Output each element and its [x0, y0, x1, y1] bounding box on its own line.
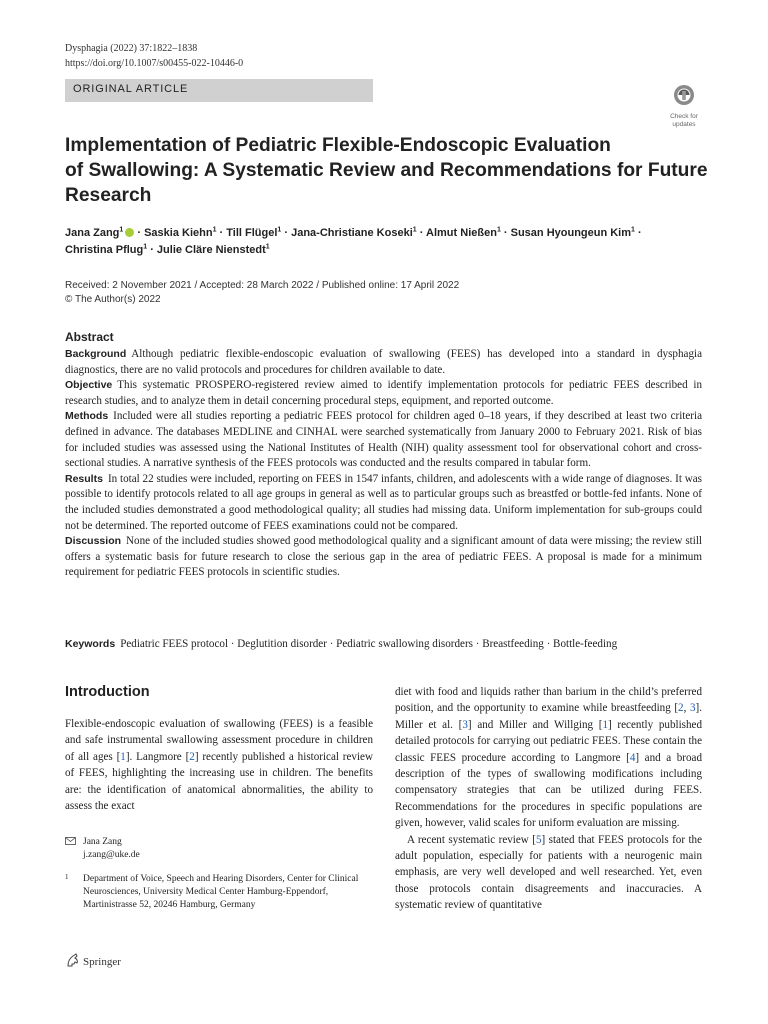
- abstract-section-text: Although pediatric flexible-endoscopic evaluation of swallowing (FEES) has developed into a standard in dysphagia diagnostics, there are no valid protocols and procedures for children available to date.: [65, 348, 702, 376]
- copyright-line: © The Author(s) 2022: [65, 294, 161, 305]
- abstract-body: [65, 347, 702, 581]
- author-affiliation-sup: 1: [631, 226, 635, 234]
- abstract-section-label: Methods: [65, 410, 109, 423]
- abstract-section-text: Included were all studies reporting a pediatric FEES protocol for children aged 0–18 years, if they described at least two criteria defined in advance. The databases MEDLINE and CINHAL were searched systematically from January 2000 to February 2021. Risk of bias for included studies was assessed using the National Institutes of Health (NIH) quality assessment tool for observational cohort and cross-sectional studies. A narrative synthesis of the FEES protocols was conducted and the results compared in tabular form.: [65, 410, 702, 470]
- title-line: Implementation of Pediatric Flexible-Endoscopic Evaluation: [65, 135, 611, 156]
- check-for-text: Check for: [670, 113, 698, 120]
- updates-text: updates: [672, 121, 696, 128]
- author-affiliation-sup: 1: [119, 226, 124, 234]
- paragraph: Flexible-endoscopic evaluation of swallowing (FEES) is a feasible and safe instrumental swallowing assessment procedure in children of all ages [1]. Langmore [2] recently published a historical review of FEES, highlighting the increasing use in children. The benefits are: the identification of anatomical abnormalities, the ability to assess the exact: [65, 718, 373, 813]
- author-name[interactable]: Christina Pflug: [65, 244, 144, 256]
- abstract-section-text: None of the included studies showed good methodological quality and a significant amount of data were missing; the review still offers a systematic basis for future research to close the serious gap in the area of pediatric FEES. A proposal is made for a minimum requirement for pediatric FEES protocols in scientific studies.: [65, 535, 702, 579]
- abstract-section-text: This systematic PROSPERO-registered review aimed to identify implementation protocols for pediatric FEES described in research studies, and to analyze them in detail concerning procedural steps, equipment, and reported outcome.: [65, 379, 702, 407]
- author-separator: ·: [500, 227, 511, 239]
- affiliation: 1 Department of Voice, Speech and Hearing Disorders, Center for Clinical Neurosciences, University Medical Center Hamburg-Eppendorf, Martinistrasse 52, 20246 Hamburg, Germany: [65, 873, 373, 912]
- article-type-label: ORIGINAL ARTICLE: [73, 83, 189, 95]
- journal-citation: Dysphagia (2022) 37:1822–1838: [65, 43, 198, 54]
- author-name[interactable]: Till Flügel: [226, 227, 278, 239]
- abstract-section: [65, 534, 702, 581]
- article-type-bar: [65, 79, 373, 102]
- citation-link[interactable]: 2: [678, 702, 684, 715]
- author-name[interactable]: Almut Nießen: [426, 227, 497, 239]
- abstract-section-text: In total 22 studies were included, reporting on FEES in 1547 infants, children, and adolescents with a wide range of diagnoses. It was possible to identify protocols related to all age groups in general as well as to particular groups such as breastfed or bottle-fed infants. None of the included studies demonstrated a good methodological quality; all studies had missing data. Uniform implementation for sub-groups could not be determined. The reported outcome of FEES examinations could not be compared.: [65, 472, 702, 532]
- abstract-section: [65, 347, 702, 378]
- envelope-icon: [65, 837, 76, 845]
- publisher-logo: [65, 952, 121, 968]
- abstract-section-label: Results: [65, 472, 103, 485]
- author-separator: ·: [147, 244, 157, 256]
- right-column: [395, 684, 702, 914]
- author-separator: ·: [634, 227, 642, 239]
- author-separator: ·: [416, 227, 427, 239]
- author-line: [65, 225, 705, 242]
- abstract-heading: Abstract: [65, 330, 114, 344]
- citation-link[interactable]: 5: [535, 833, 542, 846]
- footnote: [65, 836, 373, 912]
- author-separator: ·: [281, 227, 292, 239]
- left-column: [65, 716, 373, 814]
- publisher-name: Springer: [83, 956, 121, 968]
- author-separator: ·: [134, 227, 145, 239]
- paragraph: A recent systematic review [5] stated that FEES protocols for the adult population, especially for patients with a neurogenic main emphasis, are very well developed and well researched. Yet, even those protocols contain disagreements and inaccuracies. A systematic review of quantitative: [395, 833, 702, 912]
- section-heading-introduction: Introduction: [65, 684, 150, 700]
- author-name[interactable]: Saskia Kiehn: [144, 227, 213, 239]
- author-list: [65, 225, 705, 259]
- abstract-section: [65, 472, 702, 534]
- author-affiliation-sup: 1: [412, 226, 417, 234]
- affiliation-text: Department of Voice, Speech and Hearing Disorders, Center for Clinical Neurosciences, University Medical Center Hamburg-Eppendorf, Martinistrasse 52, 20246 Hamburg, Germany: [83, 874, 359, 910]
- paragraph: diet with food and liquids rather than barium in the child’s preferred position, and the opportunity to examine while breastfeeding [2, 3]. Miller et al. [3] and Miller and Willging [1] recently published detailed protocols for carrying out pediatric FEES. These contain the classic FEES procedure according to Langmore [4] and a broad description of the types of swallowing modifications including compensatory strategies that can be utilized during FEES. Recommendations for the procedures in specific populations are given, however, valid scales for uniform evaluation are missing.: [395, 686, 703, 830]
- author-name[interactable]: Jana Zang: [65, 227, 120, 239]
- author-name[interactable]: Jana-Christiane Koseki: [291, 227, 413, 239]
- citation-link[interactable]: 1: [602, 718, 609, 731]
- author-separator: ·: [216, 227, 227, 239]
- abstract-section: [65, 409, 702, 471]
- dates-line: Received: 2 November 2021 / Accepted: 28 March 2022 / Published online: 17 April 2022: [65, 280, 460, 291]
- citation-link[interactable]: 3: [462, 718, 468, 731]
- doi-link[interactable]: https://doi.org/10.1007/s00455-022-10446-0: [65, 58, 244, 69]
- keywords-label: Keywords: [65, 638, 116, 650]
- author-name[interactable]: Susan Hyoungeun Kim: [510, 227, 632, 239]
- keywords-text: Pediatric FEES protocol · Deglutition disorder · Pediatric swallowing disorders · Breastfeeding · Bottle-feeding: [120, 638, 618, 650]
- crossmark-icon: [664, 83, 704, 107]
- author-affiliation-sup: 1: [143, 243, 148, 251]
- corresponding-name: Jana Zang: [83, 837, 122, 847]
- article-title: [65, 133, 708, 208]
- springer-horse-icon: [65, 952, 81, 968]
- orcid-icon[interactable]: [125, 228, 134, 237]
- corresponding-author: [65, 836, 373, 862]
- abstract-section: [65, 378, 702, 409]
- citation-link[interactable]: 3: [689, 702, 696, 715]
- title-line: Research: [65, 185, 152, 206]
- title-line: of Swallowing: A Systematic Review and Recommendations for Future: [65, 160, 708, 181]
- author-line: [65, 242, 705, 259]
- citation-link[interactable]: 4: [629, 751, 636, 764]
- abstract-section-label: Objective: [65, 379, 113, 392]
- abstract-section-label: Discussion: [65, 535, 122, 548]
- corresponding-email[interactable]: j.zang@uke.de: [83, 850, 140, 860]
- author-affiliation-sup: 1: [212, 226, 217, 234]
- abstract-section-label: Background: [65, 348, 127, 360]
- author-affiliation-sup: 1: [265, 243, 270, 251]
- author-affiliation-sup: 1: [496, 226, 501, 234]
- author-name[interactable]: Julie Cläre Nienstedt: [156, 244, 266, 256]
- citation-link[interactable]: 2: [189, 750, 195, 763]
- author-affiliation-sup: 1: [277, 226, 282, 234]
- keywords: [65, 637, 617, 652]
- check-for-updates-badge[interactable]: [664, 83, 704, 128]
- publication-dates: [65, 279, 459, 307]
- citation-link[interactable]: 1: [120, 750, 126, 763]
